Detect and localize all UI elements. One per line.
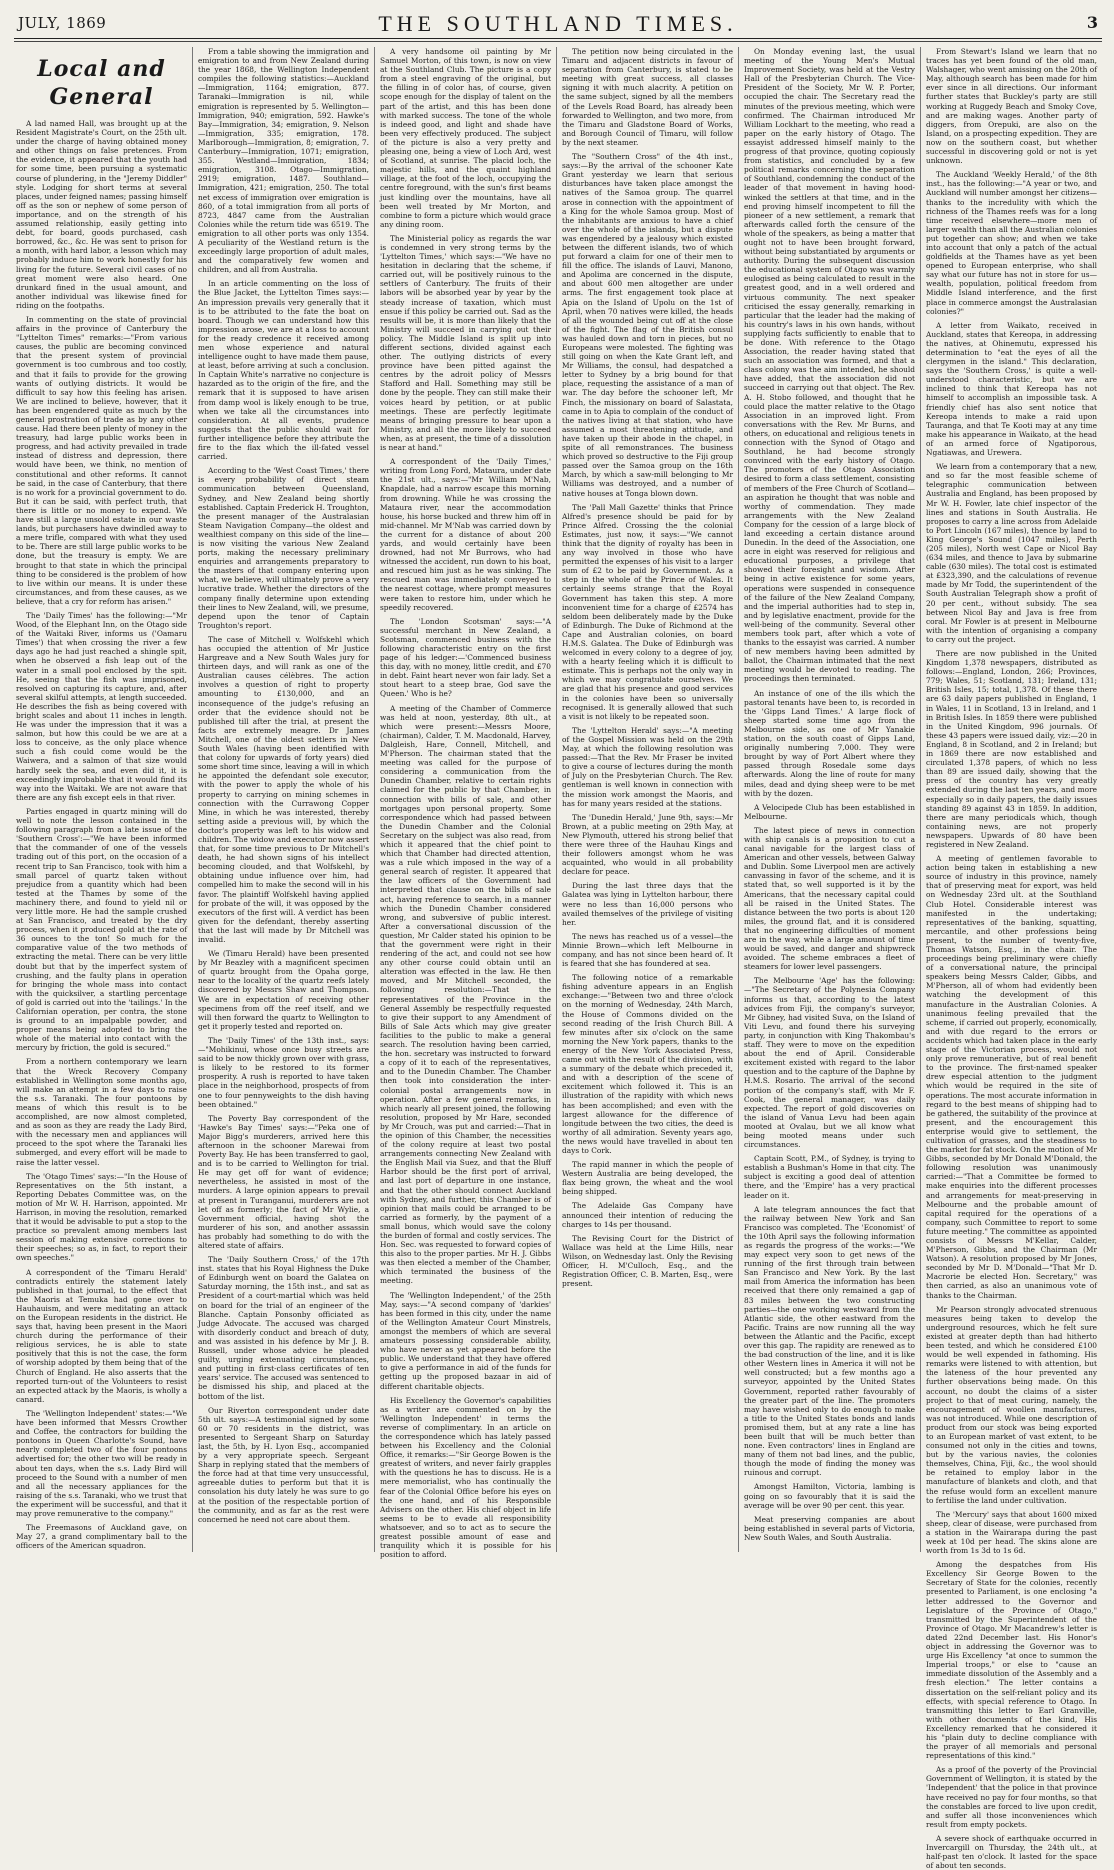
column-1: [14, 47, 192, 1552]
article-paragraph: The 'Daily Times' of the 13th inst., says:—"Mohikinui, whose once busy streets are said to be now thickly grown over with grass, is likely to be restored to its former prosperity. A rush is reported to have taken place in the neighborhood, prospects of from one to four pennyweights to the dish having been obtained.": [198, 1035, 369, 1109]
article-paragraph: The Adelaide Gas Company have announced their intention of reducing the charges to 14s per thousand.: [562, 1201, 733, 1229]
article-paragraph: Mr Pearson strongly advocated strenuous measures being taken to develop the underground resources, which he felt sure existed at greater depth than had hitherto been tested, and which he considered £100 would be well expended in fathoming. His remarks were listened to with attention, but the lateness of the hour prevented any further observations being made. On this account, no doubt the claims of a sister project to that of meat curing, namely, the encouragement of woollen manufactures, was not introduced. While one description of product from our stock was being exported to an European market of vast extent, to be consumed not only in the cities and towns, but by the various navies, the colonies themselves, China, Fiji, &c., the wool should be retained to employ labor in the manufacture of blankets and cloth, and that the refuse would form an excellent manure to fertilise the land under cultivation.: [926, 1304, 1097, 1505]
article-paragraph: The 'Daily Southern Cross,' of the 17th inst. states that his Royal Highness the Duke of Edinburgh went on board the Galatea on Saturday morning, the 15th inst., and sat as President of a court-martial which was held on board for the trial of an engineer of the Blanche. Captain Ponsonby officiated as Judge Advocate. The accused was charged with disorderly conduct and breach of duty, and was assisted in his defence by Mr J. B. Russell, under whose advice he pleaded guilty, urging extenuating circumstances, and putting in first-class certificates of ten years' service. The accused was sentenced to be dismissed his ship, and placed at the bottom of the list.: [198, 1255, 369, 1401]
article-paragraph: The "Southern Cross" of the 4th inst., says:—By the arrival of the schooner Kate Grant yesterday we learn that serious disturbances have taken place amongst the natives of the Samoa group. The quarrel arose in connection with the appointment of a King for the whole Samoa group. Most of the inhabitants are anxious to have a chief over the whole of the islands, but a dispute was engendered by a jealousy which existed between the different islands, two of which put forward a claim for one of their men to fill the office. The islands of Lauvi, Manono, and Apolima are concerned in the dispute, and about 600 men altogether are under arms. The first engagement took place at Apia on the Island of Upolu on the 1st of April, when 70 natives were killed, the heads of all the wounded being cut off at the close of the fight. The flag of the British consul was hauled down and torn in pieces, but no Europeans were molested. The fighting was still going on when the Kate Grant left, and Mr Williams, the consul, had despatched a letter to Sydney by a brig bound for that place, requesting the assistance of a man of war. The day before the schooner left, Mr Finch, the missionary on board of Salastata, came in to Apia to complain of the conduct of the natives living at that station, who have assumed a most threatening attitude, and have taken up their abode in the chapel, in spite of all remonstrances. The business which proved so destructive to the Fiji group passed over the Samoa group on the 16th March, by which a saw-mill belonging to Mr Williams was destroyed, and a number of native houses at Tonga blown down.: [562, 152, 733, 498]
column-6: [920, 47, 1102, 1870]
article-paragraph: The Auckland 'Weekly Herald,' of the 8th inst., has the following:—"A year or two, and Auckland will number amongst her citizens—thanks to the incredulity with which the richness of the Thames reefs was for a long time received elsewhere—more men of larger wealth than all the Australian colonies put together can show; and when we take into account that only a patch of the actual goldfields at the Thames have as yet been opened to European enterprise, who shall say what our future has not in store for us—wealth, population, political freedom from Middle Island interference, and the first place in commerce amongst the Australasian colonies?": [926, 170, 1097, 316]
article-paragraph: His Excellency the Governor's capabilities as a writer are commented on by the 'Wellington Independent' in terms the reverse of complimentary. In an article on the correspondence which has lately passed between his Excellency and the Colonial Office, it remarks:—"Sir George Bowen is the greatest of writers, and never fairly grapples with the questions he has to discuss. He is a mere memorialist, who has continually the fear of the Colonial Office before his eyes on the one hand, and of his Responsible Advisers on the other. His chief object in life seems to be to evade all responsibility whatsoever, and so to act as to secure the greatest possible amount of ease and tranquility which it is possible for his position to afford.: [380, 1395, 551, 1560]
article-paragraph: There are now published in the United Kingdom 1,378 newspapers, distributed as follows:—England, London, 266; Provinces, 779; Wales, 51; Scotland, 131; Ireland, 131; British Isles, 15; total, 1,378. Of these there are 63 daily papers published in England, 1 in Wales, 11 in Scotland, 13 in Ireland, and 1 in British Isles. In 1859 there were published in the United Kingdom, 996 journals. Of these 43 papers were issued daily, viz:—20 in England, 8 in Scotland, and 2 in Ireland; but in 1869 there are now established and circulated 1,378 papers, of which no less than 89 are issued daily, showing that the press of the country has very greatly extended during the last ten years, and more especially so in daily papers, the daily issues standing 89 against 43 in 1859. In addition, there are many periodicals which, though containing news, are not properly newspapers. Upwards of 80 have been registered in New Zealand.: [926, 649, 1097, 849]
article-paragraph: A correspondent of the 'Timaru Herald' contradicts entirely the statement lately published in that journal, to the effect that the Maoris at Temuka had gone over to Hauhauism, and were meditating an attack on the European residents in the district. He says that, having been present in the Maori church during the performance of their religious services, he is able to state positively that this is not the case, the form of worship adopted by them being that of the Church of England. He also asserts that the reported turn-out of the Volunteers to resist an expected attack by the Maoris, is wholly a canard.: [16, 1267, 187, 1404]
issue-date: JULY, 1869: [18, 14, 107, 32]
article-paragraph: The 'Lyttelton Herald' says:—"A meeting of the Gospel Mission was held on the 29th May, at which the following resolution was passed:—That the Rev. Mr Fraser be invited to give a course of lectures during the month of July on the Presbyterian Church. The Rev. gentleman is well known in connection with the mission work amongst the Maoris, and has for many years resided at the stations.: [562, 725, 733, 808]
article-paragraph: The latest piece of news in connection with ship canals is a proposition to cut a canal navigable for the largest class of American and other vessels, between Galway and Dublin. Some Liverpool men are actively canvassing in favor of the scheme, and it is stated that, so well supported is it by the Americans, that the necessary capital could all be raised in the United States. The distance between the two ports is about 120 miles, the ground flat, and it is considered that no engineering difficulties of moment are in the way, while a large amount of time would be saved, and danger and shipwreck avoided. The scheme embraces a fleet of steamers for lower level passengers.: [744, 825, 915, 972]
article-paragraph: In commenting on the state of provincial affairs in the province of Canterbury the "Lyttelton Times" remarks:—"From various causes, the public are becoming convinced that the present system of provincial government is too cumbrous and too costly, and that it fails to provide for the growing wants of outlying districts. It would be difficult to say how this feeling has arisen. We are inclined to believe, however, that it has been engendered quite as much by the general prostration of trade as by any other cause. Had there been plenty of money in the treasury, had large public works been in progress, and had activity prevailed in trade instead of distress and depression, there would have been, we think, no mention of constitutional and other reforms. It cannot be said, in the case of Canterbury, that there is no work for a provincial government to do. But it can be said, with perfect truth, that there is little or no money to expend. We have still a large unsold estate in our waste lands, but purchasers have dwindled away to a mere trifle, compared with what they used to be. There are still large public works to be done, but the treasury is empty. We are brought to that state in which the principal thing to be considered is the problem of how to live within our means. It is under these circumstances, and from these causes, as we believe, that a cry for reform has arisen.": [16, 314, 187, 606]
article-paragraph: Among the despatches from His Excellency Sir George Bowen to the Secretary of State for the colonies, recently presented to Parliament, is one enclosing "a letter addressed to the Governor and Legislature of the Province of Otago," transmitted by the Superintendent of the Province of Otago. Mr Macandrew's letter is dated 22nd December last. His Honor's object in addressing the Governor was to urge His Excellency "at once to summon the Imperial troops," or else to "cause an immediate dissolution of the Assembly and a fresh election." The letter contains a dissertation on the self-reliant policy and its effects, with special reference to Otago. In transmitting this letter to Earl Granville, with other documents of the kind, His Excellency remarked that he considered it his "plain duty to decline compliance with the prayer of all memorials and personal representations of this kind.": [926, 1560, 1097, 1761]
article-paragraph: The news has reached us of a vessel—the Minnie Brown—which left Melbourne in company, and has not since been heard of. It is feared that she has foundered at sea.: [562, 931, 733, 969]
article-paragraph: A meeting of gentlemen favorable to action being taken in establishing a new source of industry in this province, namely that of preserving meat for export, was held on Wednesday 23rd ult. at the Southland Club Hotel. Considerable interest was manifested in the undertaking; representatives of the banking, squatting, mercantile, and other professions being present, to the number of twenty-five, Thomas Watson, Esq., in the chair. The proceedings being preliminary were chiefly of a conversational nature, the principal speakers being Messrs Calder, Gibbs, and M'Pherson, all of whom had evidently been watching the development of this manufacture in the Australian Colonies. A unanimous feeling prevailed that the scheme, if carried out properly, economically, and with due regard to the errors or accidents which had taken place in the early stage of the Victorian process, would not only prove remunerative, but of real benefit to the province. The first-named speaker drew especial attention to the judgment which would be required in the site of operations. The most accurate information in regard to the best means of shipping had to be gathered, the suitability of the province at present, and the encouragement this enterprise would give to settlement, the cultivation of grasses, and the steadiness to the market for fat stock. On the motion of Mr Gibbs, seconded by Mr Donald M'Donald, the following resolution was unanimously carried:—"That a Committee be formed to make enquiries into the different processes and arrangements for meat-preserving in Melbourne and the probable amount of capital required for the operations of a company, such Committee to report to some future meeting." The committee as appointed consists of Messrs M'Kellar, Calder, M'Pherson, Gibbs, and the Chairman (Mr Watson). A resolution proposed by Mr Jones, seconded by Mr D. M'Donald—"That Mr D. Macrorie be elected Hon. Secretary," was then carried, as also an unanimous vote of thanks to the Chairman.: [926, 854, 1097, 1300]
article-paragraph: The 'Mercury' says that about 1600 mixed sheep, clear of disease, were purchased from a station in the Wairarapa during the past week at 10d per head. The skins alone are worth from 1s 3d to 1s 6d.: [926, 1509, 1097, 1556]
article-paragraph: Parties engaged in quartz mining will do well to note the lesson contained in the following paragraph from a late issue of the 'Southern Cross':—"We have been informed that the commander of one of the vessels trading out of this port, on the occasion of a recent trip to San Francisco, took with him a small parcel of quartz taken without prejudice from a quantity which had been tested at the Thames by some of the machinery there, and found to yield nil or very little more. He had the sample crushed at San Francisco, and treated by the dry process, when it produced gold at the rate of 36 ounces to the ton! So much for the comparative value of the two methods of extracting the metal. There can be very little doubt but that by the imperfect system of crushing, and the faulty plans in operation for bringing the whole mass into contact with the quicksilver, a startling percentage of gold is carried out into the 'tailings.' In the Californian operation, per contra, the stone is ground to an impalpable powder, and proper means being adopted to bring the whole of the material into contact with the mercury by friction, the gold is secured.": [16, 806, 187, 1053]
article-paragraph: The Poverty Bay correspondent of the 'Hawke's Bay Times' says:—"Peka one of Major Bigg's murderers, arrived here this afternoon in the schooner Marewai from Poverty Bay. He has been transferred to gaol, and is to be carried to Wellington for trial. He may get off for want of evidence; nevertheless, he assisted in most of the murders. A large opinion appears to prevail at present in Turanganui, murderers are not let off as formerly; the fact of Mr Wylie, a Government official, having shot the murderer of his son, and another assassin has probably had something to do with the altered state of affairs.: [198, 1113, 369, 1250]
section-heading: Local and General: [37, 56, 166, 110]
article-paragraph: The rapid manner in which the people of Western Australia are being developed, the flax being grown, the wheat and the wool being shipped.: [562, 1160, 733, 1197]
article-paragraph: We learn from a contemporary that a new, and so far the most feasible scheme of telegraphic communication between Australia and England, has been proposed by Mr W. H. Fowler, late chief inspector of the lines and stations in South Australia. He proposes to carry a line across from Adelaide to Port Lincoln (167 miles), thence by land to King George's Sound (1047 miles), Perth (205 miles), North west Cape or Nicol Bay (634 miles, and thence to Java by submarine cable (630 miles). The total cost is estimated at £323,390, and the calculations of revenue made by Mr Todd, the superintendent of the South Australian Telegraph show a profit of 20 per cent., without subsidy. The sea between Nicol Bay and Java is free from coral. Mr Fowler is at present in Melbourne with the intention of organising a company to carry out the project.: [926, 462, 1097, 644]
column-5: [738, 47, 920, 1552]
column-4: [556, 47, 738, 1552]
article-paragraph: A letter from Waikato, received in Auckland, states that Kereopa, in addressing the natives, at Ohinemutu, expressed his determination to "eat the eyes of all the clergymen in the island." This declaration, says the 'Southern Cross,' is quite a well-understood characteristic, but we are inclined to think that Kereopa has not himself to accomplish an impossible task. A friendly chief has also sent notice that Kereopa intends to make a raid upon Tauranga, and that Te Kooti may at any time make his appearance in Waikato, at the head of an armed force of Ngatiporous, Ngatiawas, and Urewera.: [926, 320, 1097, 458]
article-paragraph: Meat preserving companies are about being established in several parts of Victoria, New South Wales, and South Australia.: [744, 1514, 915, 1542]
article-paragraph: A meeting of the Chamber of Commerce was held at noon, yesterday, 8th ult., at which were present:—Messrs Moore, (chairman), Calder, T. M. Macdonald, Harvey, Dalgleish, Hare, Connell, Mitchell, and M'Pherson. The chairman stated that the meeting was called for the purpose of considering a communication from the Dunedin Chamber, relative to certain rights claimed for the public by that Chamber, in connection with bills of sale, and other mortgages upon personal property. Some correspondence which had passed between the Dunedin Chamber and the Colonial Secretary on the subject was also read, from which it appeared that the chief point to which that Chamber had directed attention, was a rule which imposed in the way of a general search of register. It appeared that the law officers of the Government had interpreted that clause on the bills of sale act, having reference to search, in a manner which the Dunedin Chamber considered wrong, and subversive of public interest. After a conversational discussion of the question, Mr Calder stated his opinion to be that the government were right in their rendering of the act, and could not see how any other course could obtain until an alteration was effected in the law. He then moved, and Mr Mitchell seconded, the following resolution:—That the representatives of the Province in the General Assembly be respectfully requested to give their support to any Amendment of Bills of Sale Acts which may give greater facilities to the public to make a general search. The resolution having been carried, the hon. secretary was instructed to forward a copy of it to each of the representatives, and to the Dunedin Chamber. The Chamber then took into consideration the inter-colonial postal arrangements now in operation. After a few general remarks, in which nearly all present joined, the following resolution, proposed by Mr Hare, seconded by Mr Crouch, was put and carried:—That in the opinion of this Chamber, the necessities of the colony require at least two postal arrangements connecting New Zealand with the English Mail via Suez, and that the Bluff Harbor should be the first port of arrival, and last port of departure in one instance, and that the other should connect Auckland with Sydney, and further, this Chamber is of opinion that mails could be arranged to be carried as formerly, by the payment of a small bonus, which would save the colony the burden of formal and costly services. The Hon. Sec. was requested to forward copies of this also to the proper parties. Mr H. J. Gibbs was then elected a member of the Chamber, which terminated the business of the meeting.: [380, 703, 551, 1286]
article-paragraph: The Ministerial policy as regards the war is condemned in very strong terms by the 'Lyttelton Times,' which says:—"We have no hesitation in declaring that the scheme, if carried out, will be positively ruinous to the settlers of Canterbury. The fruits of their labors will be absorbed year by year by the steady increase of taxation, which must ensue if this policy be carried out. Sad as the results will be, it is more than likely that the Ministry will succeed in carrying out their policy. The Middle Island is split up into different sections, divided against each other. The outlying districts of every province have been pitted against the centres by the adroit policy of Messrs Stafford and Hall. Something may still be done by the people. They can still make their voices heard by petition, or at public meetings. These are perfectly legitimate means of bringing pressure to bear upon a Ministry, and all the more likely to succeed when, as at present, the time of a dissolution is near at hand.": [380, 233, 551, 453]
article-paragraph: The 'London Scotsman' says:—"A successful merchant in New Zealand, a Scotsman, commenced business with the following characteristic entry on the first page of his ledger:—'Commenced business this day, with no money, little credit, and £70 in debt. Faint heart never won fair lady. Set a stout heart to a steep brae, God save the Queen.' Who is he?: [380, 616, 551, 699]
article-paragraph: A Velocipede Club has been established in Melbourne.: [744, 802, 915, 821]
article-paragraph: As a proof of the poverty of the Provincial Government of Wellington, it is stated by the 'Independent' that the police in that province have received no pay for four months, so that the constables are forced to live upon credit, and suffer all those inconveniences which result from empty pockets.: [926, 1765, 1097, 1829]
article-paragraph: The petition now being circulated in the Timaru and adjacent districts in favour of separation from Canterbury, is stated to be meeting with great success, all classes signing it with much alacrity. A petition on the same subject, signed by all the members of the Levels Road Board, has already been forwarded to Wellington, and two more, from the Timaru and Gladstone Board of Works, and Borough Council of Timaru, will follow by the next steamer.: [562, 47, 733, 147]
article-paragraph: Our Riverton correspondent under date 5th ult. says:—A testimonial signed by some 60 or 70 residents in the district, was presented to Sergeant Sharp on Saturday last, the 5th, by H. Lyon Esq., accompanied by a very appropriate speech. Sergeant Sharp in replying stated that the members of the force had at that time very unsuccessful, agreeable duties to perform but that it is consolation his duty lately he was sure to go at the position of the respectable portion of the community, and as far as the rest were concerned he need not care about them.: [198, 1405, 369, 1524]
article-paragraph: The 'Dunedin Herald,' June 9th, says:—Mr Brown, at a public meeting on 29th May, at New Plymouth, uttered his strong belief that there were three of the Hauhau Kings and their followers amongst whom he was acquainted, who would in all probability declare for peace.: [562, 812, 733, 877]
article-paragraph: The Melbourne 'Age' has the following:—"The Secretary of the Polynesia Company informs us that, according to the latest advices from Fiji, the company's surveyor, Mr Gibney, had visited Suva, on the Island of Viti Levu, and found there his surveying party, in conjunction with King Thakombau's staff. They were to move on the expedition about the end of April. Considerable excitement existed with regard to the labor question and to the capture of the Daphne by H.M.S. Rosario. The arrival of the second portion of the company's staff, with Mr F. Cook, the general manager, was daily expected. The report of gold discoveries on the island of Vanua Levu had been again mooted at Ovalau, but we all know what being mooted means under such circumstances.: [744, 976, 915, 1150]
article-paragraph: We (Timaru Herald) have been presented by Mr Beazley with a magnificent specimen of quartz brought from the Opaha gorge, near to the locality of the quartz reefs lately discovered by Messrs Shaw and Thompson. We are in expectation of receiving other specimens from off the reef itself, and we will then forward the quartz to Wellington to get it properly tested and reported on.: [198, 949, 369, 1031]
article-paragraph: The Freemasons of Auckland gave, on May 27, a grand complimentary ball to the officers of the American squadron.: [16, 1523, 187, 1551]
column-2: [192, 47, 374, 1552]
article-paragraph: A lad named Hall, was brought up at the Resident Magistrate's Court, on the 25th ult. under the charge of having obtained money and other things on false pretences. From the evidence, it appeared that the youth had for some time, been pursuing a systematic course of plundering, in the "Jeremy Diddler" style. Lodging for short terms at several places, under feigned names; passing himself off as the son or nephew of some person of importance, and on the strength of his assumed relationship, easily getting into debt, for board, goods purchased, cash borrowed, &c., &c. He was sent to prison for a month, with hard labor, a lesson which may probably induce him to work honestly for his living for the future. Several civil cases of no great moment were also heard. One drunkard fined in the usual amount, and another individual was likewise fined for riding on the footpaths.: [16, 119, 187, 310]
article-paragraph: Amongst Hamilton, Victoria, lambing is going on so favourably that it is said the average will be over 90 per cent. this year.: [744, 1482, 915, 1510]
article-paragraph: A correspondent of the 'Daily Times,' writing from Long Ford, Mataura, under date the 21st ult., says:—"Mr William M'Nab, Knapdale, had a narrow escape this morning from drowning. While he was crossing the Mataura river, near the accommodation house, his horse bucked and threw him off in mid-channel. Mr M'Nab was carried down by the current for a distance of about 200 yards, and would certainly have been drowned, had not Mr Burrows, who had witnessed the accident, run down to his boat, and rescued him just as he was sinking. The rescued man was immediately conveyed to the nearest cottage, where prompt measures were taken to restore him, under which he speedily recovered.: [380, 457, 551, 612]
article-paragraph: The 'Wellington Independent,' of the 25th May, says:—"A second company of 'darkies' has been formed in this city, under the name of the Wellington Amateur Court Minstrels, amongst the members of which are several amateurs possessing considerable ability, who have never as yet appeared before the public. We understand that they have offered to give a performance in aid of the funds for getting up the proposed bazaar in aid of different charitable objects.: [380, 1290, 551, 1391]
column-3: [374, 47, 556, 1560]
article-paragraph: In an article commenting on the loss of the Blue Jacket, the Lyttelton Times says:—An impression prevails very generally that it is to be attributed to the fate the boat on board. Though we can understand how this impression arose, we are at a loss to account for the ready credence it received among men whose experience and natural intelligence ought to have made them pause, at least, before arriving at such a conclusion. In Captain White's narrative no conjecture is hazarded as to the origin of the fire, and the remark that it is supposed to have arisen from damp wool is likely enough to be true, when we take all the circumstances into consideration. At all events, prudence suggests that the public should wait for further intelligence before they attribute the fire to the flax which the ill-fated vessel carried.: [198, 279, 369, 462]
article-paragraph: A late telegram announces the fact that the railway between New York and San Francisco was completed. The 'Economist' of the 10th April says the following information as regards the progress of the works:—"We may expect very soon to get news of the running of the first through train between San Francisco and New York. By the last mail from America the information has been received that there only remained a gap of 83 miles between the two constructing parties—the one working westward from the Atlantic side, the other eastward from the Pacific. Trains are now running all the way between the Atlantic and the Pacific, except over this gap. The rapidity are renewed as to the bad construction of the line, and it is like other Western lines in America it will not be well constructed; but a few months ago a surveyor, appointed by the United States Government, reported rather favourably of the greater part of the line. The promoters may have wished only to do enough to make a title to the United States bonds and lands promised them, but at any rate a line has been built that will be much better than none. Even contractors' lines in England are many of them not bad lines, and the public, though the mode of finding the money was ruinous and corrupt.: [744, 1204, 915, 1478]
article-paragraph: The following notice of a remarkable fishing adventure appears in an English exchange:—"Between two and three o'clock on the morning of Wednesday, 24th March, the House of Commons divided on the second reading of the Irish Church Bill. A few minutes after six o'clock on the same morning the New York papers, thanks to the energy of the New York Associated Press, came out with the result of the division, with a summary of the debate which preceded it, and with a description of the scene of excitement which followed it. This is an illustration of the rapidity with which news has been accomplished; and even with the largest allowance for the difference of longitude between the two cities, the deed is worthy of all admiration. Seventy years ago, the news would have travelled in about ten days to Cork.: [562, 973, 733, 1155]
masthead-rule: [14, 39, 1102, 42]
article-paragraph: During the last three days that the Galatea was lying in Lyttelton harbour, there were no less than 16,000 persons who availed themselves of the privilege of visiting her.: [562, 881, 733, 927]
article-paragraph: The 'Wellington Independent' states:—"We have been informed that Messrs Crowther and Coffee, the contractors for building the pontoons in Queen Charlotte's Sound, have nearly completed two of the four pontoons advertised for; the other two will be ready in about ten days, when the s.s. Lady Bird will proceed to the Sound with a number of men and all the necessary appliances for the raising of the s.s. Taranaki, who we trust that the experiment will be successful, and that it may prove remunerative to the company.": [16, 1408, 187, 1518]
article-paragraph: The 'Daily Times' has the following:—"Mr Wood, of the Elephant Inn, on the Otago side of the Waitaki River, informs us ('Oamaru Times') that when crossing the river a few days ago he had just reached a shingle spit, when he observed a fish leap out of the water in a small pool enclosed by the spit. He, seeing that the fish was imprisoned, resolved on capturing its capture, and, after several skilful attempts, at length succeeded. He describes the fish as being covered with bright scales and about 11 inches in length. He was under the impression that it was a salmon, but how this could be we are at a loss to conceive, as the only place whence such a fish could come would be the Waiwera, and a salmon of that size would hardly seek the sea, and even did it, it is exceedingly improbable that it would find its way into the Waitaki. We are not aware that there are any fish except eels in that river.: [16, 610, 187, 802]
article-paragraph: The 'Pall Mall Gazette' thinks that Prince Alfred's presence should be paid for by Prince Alfred. Crossing the the colonial Estimates, just now, it says:—"We cannot think that the dignity of royalty has been in any way involved in those who have permitted the expenses of his visit to a larger sum of £2 to be paid by Government. As a step in the whole of the Prince of Wales. It certainly seems strange that the Royal Government has taken this step. A more inconvenient time for a charge of £2574 has seldom been deliberately made by the Duke of Edinburgh. The Duke of Richmond at the Cape and Australian colonies, on board H.M.S. Galatea. The Duke of Edinburgh was welcomed in every colony to a degree of joy, with a hearty feeling which it is difficult to estimate. This is perhaps not the only way in which we may congratulate ourselves. We are glad that his presence and good services in the colonies have been so universally recognised. It is generally allowed that such a visit is not likely to be repeated soon.: [562, 502, 733, 721]
article-paragraph: From Stewart's Island we learn that no traces has yet been found of the old man, Walshager, who went amissing on the 20th of May, although search has been made for him ever since in all directions. Our informant further states that Buckley's party are still working at Ruggedy Beach and Smoky Cove, and are making wages. Another party of diggers, from Orepuki, are also on the Island, on a prospecting expedition. They are now on the southern coast, but whether successful in discovering gold or not is yet unknown.: [926, 47, 1097, 166]
columns: [14, 47, 1102, 1870]
article-paragraph: The 'Otago Times' says:—"In the House of Representatives on the 5th instant, a Reporting Debates Committee was, on the motion of Mr W. H. Harrison, appointed. Mr Harrison, in moving the resolution, remarked that it would be advisable to put a stop to the practice so prevalent among members last session of making extensive corrections to their speeches; so as, in fact, to report their own speeches.": [16, 1171, 187, 1263]
page-number: 3: [1086, 13, 1098, 32]
article-paragraph: On Monday evening last, the usual meeting of the Young Men's Mutual Improvement Society, was held at the Vestry Hall of the Presbyterian Church. The Vice-President of the Society, Mr W. P. Porter, occupied the chair. The Secretary read the minutes of the previous meeting, which were confirmed. The Chairman introduced Mr William Lockhart to the meeting, who read a paper on the early history of Otago. The essayist addressed himself mainly to the progress of that province, quoting copiously from statistics, and concluded by a few political remarks concerning the separation of Southland, condemning the conduct of the leader of that movement in having hood-winked the settlers at that time, and in the end proving himself incompetent to fill the pioneer of a new settlement, a remark that afterwards called forth the censure of the whole of the speakers, as being a matter that ought not to have been brought forward, without being substantiated by arguments or authority. During the subsequent discussion the educational system of Otago was warmly eulogised as being calculated to result in the greatest good, and in a well ordered and virtuous community. The next speaker criticised the essay generally, remarking in particular that the leader had the making of his country's laws in his own hands, without supplying facts sufficiently to enable that to be done. With reference to the Otago Association, the reader having stated that such an association was formed, and that a class colony was the aim intended, he should have added, that the association did not succeed in carrying out that object. The Rev. A. H. Stobo followed, and thought that he could place the matter relative to the Otago Association in an improved light. From conversations with the Rev. Mr Burns, and others, on educational and religious tenets in connection with the Synod of Otago and Southland, he had become strongly convinced with the early history of Otago. The promoters of the Otago Association desired to form a class settlement, consisting of members of the Free Church of Scotland—an aspiration he thought that was noble and worthy of commendation. They made arrangements with the New Zealand Company for the cession of a large block of land exceeding a certain distance around Dunedin. In the deed of the Association, one acre in eight was reserved for religious and educational purposes, a privilege that showed their foresight and wisdom. After being in active existence for some years, operations were suspended in consequence of the failure of the New Zealand Company, and the imperial authorities had to step in, and by legislative enactment, provide for the well-being of the community. Several other members took part, after which a vote of thanks to the essayist was carried. A number of new members having been admitted by ballot, the Chairman intimated that the next meeting would be devoted to reading. The proceedings then terminated.: [744, 47, 915, 684]
article-paragraph: The Revising Court for the District of Wallace was held at the Lime Hills, near Wilson, on Wednesday last. Only the Revising Officer, H. M'Culloch, Esq., and the Registration Officer, C. B. Marten, Esq., were present.: [562, 1233, 733, 1289]
article-paragraph: An instance of one of the ills which the pastoral tenants have been to, is recorded in the 'Gipps Land Times.' A large flock of sheep started some time ago from the Melbourne side, as one of Mr Yanakie station, on the south coast of Gipps Land, originally numbering 7,000. They were brought by way of Port Albert where they passed through Rosedale some days afterwards. Along the line of route for many miles, dead and dying sheep were to be met with by the dozen.: [744, 688, 915, 798]
article-paragraph: According to the 'West Coast Times,' there is every probability of direct steam communication between Queensland, Sydney, and New Zealand being shortly established. Captain Frederick H. Troughton, the present manager of the Australasian Steam Navigation Company—the oldest and wealthiest company on this side of the line—is now visiting the various New Zealand ports, making the necessary preliminary enquiries and arrangements preparatory to the masters of that company entering upon what, we believe, will ultimately prove a very lucrative trade. Whether the directors of the company finally determine upon extending their lines to New Zealand, will, we presume, depend upon the tenor of Captain Troughton's report.: [198, 466, 369, 630]
masthead: [14, 10, 1102, 39]
article-paragraph: The case of Mitchell v. Wolfskehl which has occupied the attention of Mr Justice Hargreave and a New South Wales jury for thirteen days, and will rank as one of the Australian causes célèbres. The action involves a question of right to property amounting to £130,000, and an inconsequence of the judge's refusing an order that the evidence should not be published till after the trial, at present the facts are extremely meagre. Dr James Mitchell, one of the oldest settlers in New South Wales (having been identified with that colony for upwards of forty years) died some short time since, leaving a will in which he appointed the defendant sole executor, with the power to apply the whole of his property to carrying on mining schemes in connection with the Currawong Copper Mine, in which he was interested, thereby setting aside a previous will, by which the doctor's property was left to his widow and children. The widow and executor now assert that, for some time previous to Dr Mitchell's death, he had shown signs of his intellect becoming clouded, and that Wolfskehl, by obtaining undue influence over him, had compelled him to make the second will in his favor. The plaintiff Wolfskehl having applied for probate of the will, it was opposed by the executors of the first will. A verdict has been given for the defendant, thereby asserting that the last will made by Dr Mitchell was invalid.: [198, 634, 369, 944]
article-paragraph: A severe shock of earthquake occurred in Invercargill on Thursday, the 24th ult., at half-past ten o'clock. It lasted for the space of about ten seconds.: [926, 1833, 1097, 1870]
newspaper-title: THE SOUTHLAND TIMES.: [378, 11, 738, 36]
article-paragraph: From a table showing the immigration and emigration to and from New Zealand during the year 1868, the Wellington Independent compiles the following statistics:—Auckland—Immigration, 1164; emigration, 877. Taranaki—Immigration is nil, while emigration is represented by 5. Wellington—Immigration, 940; emigration, 592. Hawke's Bay—Immigration, 34; emigration, 9. Nelson—Immigration, 335; emigration, 178. Marlborough—Immigration, 8; emigration, 7. Canterbury—Immigration, 1071; emigration, 355. Westland—Immigration, 1834; emigration, 3108. Otago—Immigration, 2919; emigration, 1487. Southland—Immigration, 421; emigration, 250. The total net excess of immigration over emigration is 860, of a total immigration from all ports of 8723, 4847 came from the Australian Colonies while the return tide was 6519. The emigration to all other ports was only 1354. A peculiarity of the Westland return is the exceedingly large proportion of adult males, and the comparatively few women and children, and all from Australia.: [198, 47, 369, 275]
article-paragraph: A very handsome oil painting by Mr Samuel Morton, of this town, is now on view at the Southland Club. The picture is a copy from a steel engraving of the original, but the filling in of color has, of course, given scope enough for the display of talent on the part of the artist, and this has been done with marked success. The tone of the whole is indeed good, and light and shade have been very effectively produced. The subject of the picture is also a very pretty and pleasing one, being a view of Loch Ard, west of Scotland, at sunrise. The placid loch, the majestic hills, and the quaint highland village, at the foot of the loch, occupying the centre foreground, with the sun's first beams just kindling over the mountains, have all been well treated by Mr Morton, and combine to form a picture which would grace any dining room.: [380, 47, 551, 229]
article-paragraph: Captain Scott, P.M., of Sydney, is trying to establish a Bushman's Home in that city. The subject is exciting a good deal of attention there, and the 'Empire' has a very practical leader on it.: [744, 1154, 915, 1200]
article-paragraph: From a northern contemporary we learn that the Wreck Recovery Company established in Wellington some months ago, will make an attempt in a few days to raise the s.s. Taranaki. The four pontoons by means of which this result is to be accomplished, are now almost completed, and as soon as they are ready the Lady Bird, with the necessary men and appliances will proceed to the spot where the Taranaki lies submerged, and every effort will be made to raise the latter vessel.: [16, 1057, 187, 1167]
